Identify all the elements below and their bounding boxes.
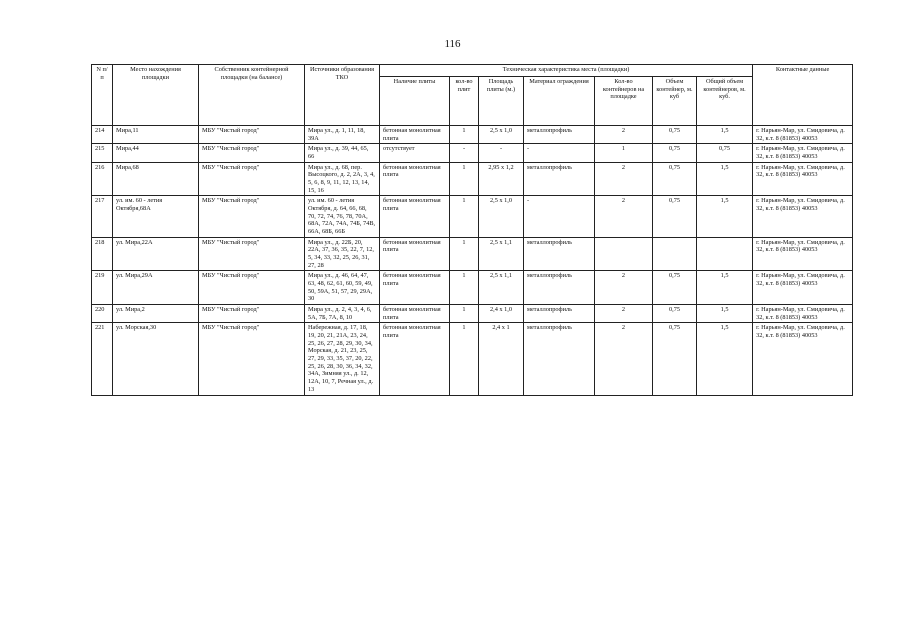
place-cell: ул. Мира,22А xyxy=(113,237,199,271)
header-slab-count: кол-во плит xyxy=(450,77,479,126)
total-volume-cell xyxy=(697,237,753,271)
volume-cell: 0,75 xyxy=(653,271,697,305)
header-tech: Техническая характеристика места (площадки) xyxy=(380,65,753,77)
containers-cell: 2 xyxy=(595,196,653,237)
contacts-cell: г. Нарьян-Мар, ул. Смидовича, д. 32, к.т. 8 (81853) 40053 xyxy=(753,323,853,395)
slab-area-cell: - xyxy=(479,144,524,162)
total-volume-cell: 1,5 xyxy=(697,271,753,305)
total-volume-cell: 0,75 xyxy=(697,144,753,162)
owner-cell: МБУ "Чистый город" xyxy=(199,144,305,162)
sources-cell: Мира ул., д. 2, 4, 3, 4, 6, 5А, 7Б, 7А, 8, 10 xyxy=(305,305,380,323)
total-volume-cell: 1,5 xyxy=(697,162,753,196)
fence-cell: - xyxy=(524,144,595,162)
slab-area-cell: 2,5 х 1,0 xyxy=(479,196,524,237)
slab-count-cell: 1 xyxy=(450,162,479,196)
table-row xyxy=(92,237,853,271)
header-fence: Материал ограждения xyxy=(524,77,595,126)
header-num: N п/п xyxy=(92,65,113,126)
contacts-cell: г. Нарьян-Мар, ул. Смидовича, д. 32, к.т. 8 (81853) 40053 xyxy=(753,305,853,323)
sources-cell: Мира ул., д. 22Б, 20, 22А, 37, 36, 35, 22, 7, 12, 5, 34, 33, 32, 25, 26, 31, 27, 28 xyxy=(305,237,380,271)
total-volume-cell: 1,5 xyxy=(697,126,753,144)
fence-cell: металлопрофиль xyxy=(524,126,595,144)
place-cell: Мира,11 xyxy=(113,126,199,144)
volume-cell xyxy=(653,237,697,271)
header-slab: Наличие плиты xyxy=(380,77,450,126)
row-num-cell: 220 xyxy=(92,305,113,323)
slab-count-cell: - xyxy=(450,144,479,162)
owner-cell: МБУ "Чистый город" xyxy=(199,323,305,395)
slab-count-cell: 1 xyxy=(450,237,479,271)
contacts-cell: г. Нарьян-Мар, ул. Смидовича, д. 32, к.т. 8 (81853) 40053 xyxy=(753,237,853,271)
owner-cell: МБУ "Чистый город" xyxy=(199,237,305,271)
header-owner: Собственник контейнерной площадки (на балансе) xyxy=(199,65,305,126)
slab-count-cell: 1 xyxy=(450,271,479,305)
slab-count-cell: 1 xyxy=(450,305,479,323)
fence-cell: металлопрофиль xyxy=(524,237,595,271)
header-containers: Кол-во контейнеров на площадке xyxy=(595,77,653,126)
containers-cell: 2 xyxy=(595,126,653,144)
header-slab-area: Площадь плиты (м.) xyxy=(479,77,524,126)
place-cell: ул. Мира,29А xyxy=(113,271,199,305)
table-row xyxy=(92,126,853,144)
sources-cell: Мира ул., д. 1, 11, 18, 39А xyxy=(305,126,380,144)
slab-count-cell: 1 xyxy=(450,323,479,395)
contacts-cell: г. Нарьян-Мар, ул. Смидовича, д. 32, к.т. 8 (81853) 40053 xyxy=(753,162,853,196)
slab-cell: бетонная монолитная плита xyxy=(380,196,450,237)
registry-table xyxy=(91,64,853,396)
row-num-cell: 218 xyxy=(92,237,113,271)
containers-cell xyxy=(595,237,653,271)
volume-cell: 0,75 xyxy=(653,196,697,237)
sources-cell: Мира ул., д. 68, пер. Высоцкого, д. 2, 2А, 3, 4, 5, 6, 8, 9, 11, 12, 13, 14, 15, 16 xyxy=(305,162,380,196)
fence-cell: металлопрофиль xyxy=(524,162,595,196)
place-cell: ул. Мира,2 xyxy=(113,305,199,323)
header-volume: Объем контейнер, м. куб xyxy=(653,77,697,126)
containers-cell: 2 xyxy=(595,323,653,395)
slab-cell: бетонная монолитная плита xyxy=(380,126,450,144)
row-num-cell: 214 xyxy=(92,126,113,144)
header-sources: Источники образования ТКО xyxy=(305,65,380,126)
volume-cell: 0,75 xyxy=(653,144,697,162)
slab-count-cell: 1 xyxy=(450,126,479,144)
sources-cell: ул. им. 60 - летия Октября, д. 64, 66, 68, 70, 72, 74, 76, 78, 70А, 68А, 72А, 74А, 74Б, 74В, 66А, 68Б, 66Б xyxy=(305,196,380,237)
row-num-cell: 219 xyxy=(92,271,113,305)
row-num-cell: 217 xyxy=(92,196,113,237)
sources-cell: Набережная, д. 17, 18, 19, 20, 21, 21А, 23, 24, 25, 26, 27, 28, 29, 30, 34, Морская, д. 21, 23, 25, 27, 29, 33, 35, 37, 20, 22, 25, 26, 28, 30, 36, 34, 32, 34А, Зимняя ул., д. 12, 12А, 10, 7, Речная ул., д. 13 xyxy=(305,323,380,395)
containers-cell: 2 xyxy=(595,305,653,323)
containers-cell: 1 xyxy=(595,144,653,162)
contacts-cell: г. Нарьян-Мар, ул. Смидовича, д. 32, к.т. 8 (81853) 40053 xyxy=(753,144,853,162)
slab-area-cell: 2,5 х 1,1 xyxy=(479,237,524,271)
sources-cell: Мира ул., д. 39, 44, 65, 66 xyxy=(305,144,380,162)
table-row xyxy=(92,144,853,162)
table-row xyxy=(92,323,853,395)
slab-area-cell: 2,5 х 1,1 xyxy=(479,271,524,305)
total-volume-cell: 1,5 xyxy=(697,323,753,395)
slab-cell: бетонная монолитная плита xyxy=(380,271,450,305)
contacts-cell: г. Нарьян-Мар, ул. Смидовича, д. 32, к.т. 8 (81853) 40053 xyxy=(753,126,853,144)
header-total-volume: Общий объем контейнеров, м. куб. xyxy=(697,77,753,126)
owner-cell: МБУ "Чистый город" xyxy=(199,162,305,196)
fence-cell: металлопрофиль xyxy=(524,323,595,395)
slab-cell: отсутствует xyxy=(380,144,450,162)
row-num-cell: 216 xyxy=(92,162,113,196)
fence-cell: металлопрофиль xyxy=(524,271,595,305)
total-volume-cell: 1,5 xyxy=(697,305,753,323)
volume-cell: 0,75 xyxy=(653,126,697,144)
volume-cell: 0,75 xyxy=(653,305,697,323)
contacts-cell: г. Нарьян-Мар, ул. Смидовича, д. 32, к.т. 8 (81853) 40053 xyxy=(753,271,853,305)
place-cell: ул. Морская,30 xyxy=(113,323,199,395)
slab-cell: бетонная монолитная плита xyxy=(380,323,450,395)
fence-cell: металлопрофиль xyxy=(524,305,595,323)
header-contacts: Контактные данные xyxy=(753,65,853,126)
volume-cell: 0,75 xyxy=(653,323,697,395)
slab-count-cell: 1 xyxy=(450,196,479,237)
page-number: 116 xyxy=(444,38,461,50)
place-cell: Мира,68 xyxy=(113,162,199,196)
place-cell: ул. им. 60 - летия Октября,68А xyxy=(113,196,199,237)
containers-cell: 2 xyxy=(595,162,653,196)
sources-cell: Мира ул., д. 46, 64, 47, 63, 48, 62, 61, 60, 59, 49, 50, 59А, 51, 57, 29, 29А, 30 xyxy=(305,271,380,305)
owner-cell: МБУ "Чистый город" xyxy=(199,196,305,237)
contacts-cell: г. Нарьян-Мар, ул. Смидовича, д. 32, к.т. 8 (81853) 40053 xyxy=(753,196,853,237)
row-num-cell: 215 xyxy=(92,144,113,162)
slab-cell: бетонная монолитная плита xyxy=(380,237,450,271)
slab-area-cell: 2,5 х 1,0 xyxy=(479,126,524,144)
header-place: Место нахождения площадки xyxy=(113,65,199,126)
table-row xyxy=(92,196,853,237)
slab-cell: бетонная монолитная плита xyxy=(380,162,450,196)
row-num-cell: 221 xyxy=(92,323,113,395)
place-cell: Мира,44 xyxy=(113,144,199,162)
owner-cell: МБУ "Чистый город" xyxy=(199,271,305,305)
table-row xyxy=(92,162,853,196)
containers-cell: 2 xyxy=(595,271,653,305)
owner-cell: МБУ "Чистый город" xyxy=(199,305,305,323)
slab-area-cell: 2,95 х 1,2 xyxy=(479,162,524,196)
table-body xyxy=(92,126,853,396)
owner-cell: МБУ "Чистый город" xyxy=(199,126,305,144)
fence-cell: - xyxy=(524,196,595,237)
table-row xyxy=(92,305,853,323)
slab-cell: бетонная монолитная плита xyxy=(380,305,450,323)
slab-area-cell: 2,4 х 1 xyxy=(479,323,524,395)
slab-area-cell: 2,4 х 1,0 xyxy=(479,305,524,323)
volume-cell: 0,75 xyxy=(653,162,697,196)
total-volume-cell: 1,5 xyxy=(697,196,753,237)
table-row xyxy=(92,271,853,305)
